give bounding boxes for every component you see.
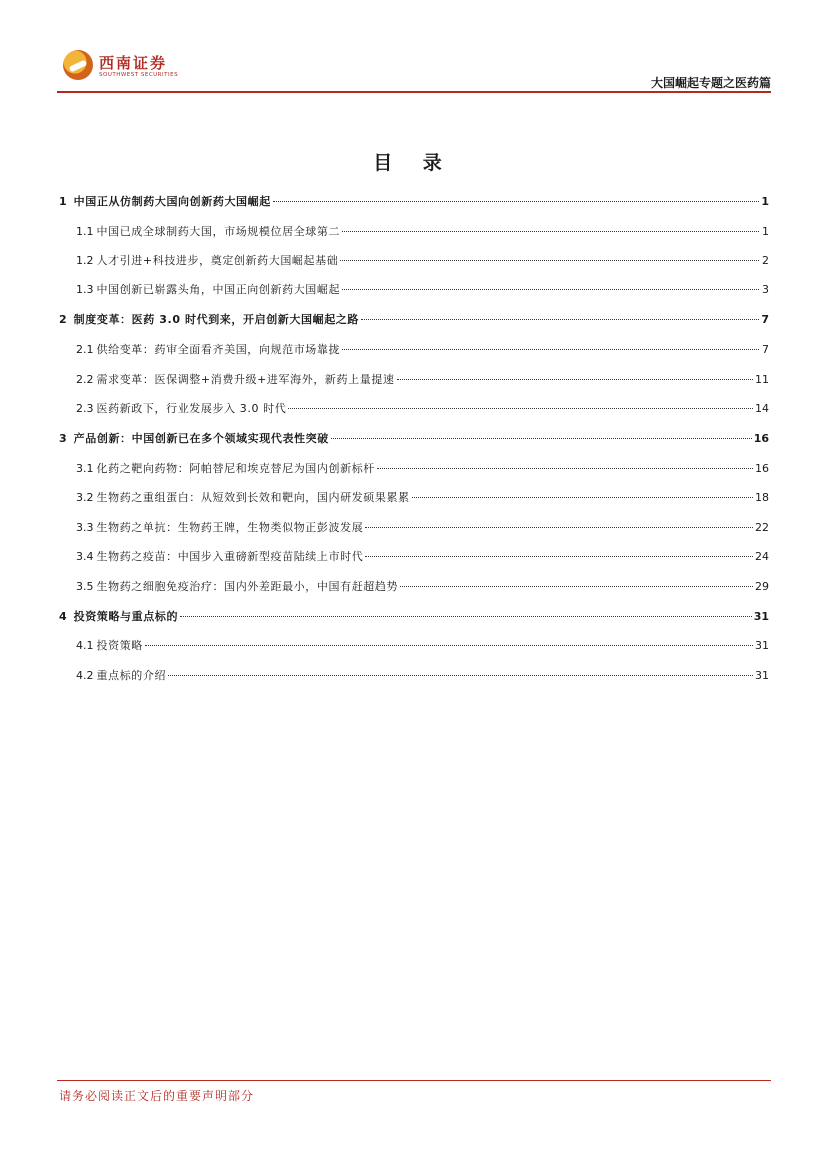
toc-entry-number: 1 xyxy=(59,195,67,208)
toc-section-entry[interactable] xyxy=(59,548,769,568)
toc-entry-title: 中国正从仿制药大国向创新药大国崛起 xyxy=(73,195,271,208)
toc-section-entry[interactable] xyxy=(59,667,769,687)
toc-entry-number: 2.2 xyxy=(76,373,94,386)
toc-dot-leader xyxy=(168,675,753,676)
toc-heading: 目 录 xyxy=(373,152,454,174)
toc-entry-number: 3 xyxy=(59,432,67,445)
toc-entry-title: 医药新政下，行业发展步入 3.0 时代 xyxy=(96,402,287,415)
toc-section-entry[interactable] xyxy=(59,519,769,539)
toc-chapter-entry[interactable] xyxy=(59,608,769,628)
toc-page-number: 14 xyxy=(755,402,769,415)
toc-entry-title: 制度变革：医药 3.0 时代到来，开启创新大国崛起之路 xyxy=(73,313,359,326)
toc-page-number: 7 xyxy=(761,313,769,326)
footer-divider xyxy=(57,1080,771,1081)
toc-entry-title: 中国创新已崭露头角，中国正向创新药大国崛起 xyxy=(96,283,341,296)
toc-page-number: 31 xyxy=(755,639,769,652)
toc-entry-title: 人才引进+科技进步，奠定创新药大国崛起基础 xyxy=(96,254,339,267)
toc-dot-leader xyxy=(342,349,759,350)
toc-dot-leader xyxy=(288,408,753,409)
toc-entry-title: 生物药之细胞免疫治疗：国内外差距最小，中国有赶超趋势 xyxy=(96,580,399,593)
toc-dot-leader xyxy=(365,556,753,557)
toc-entry-title: 供给变革：药审全面看齐美国，向规范市场靠拢 xyxy=(96,343,341,356)
toc-page-number: 18 xyxy=(755,491,769,504)
toc-dot-leader xyxy=(377,468,753,469)
toc-chapter-entry[interactable] xyxy=(59,430,769,450)
toc-section-entry[interactable] xyxy=(59,371,769,391)
toc-entry-title: 生物药之疫苗：中国步入重磅新型疫苗陆续上市时代 xyxy=(96,550,364,563)
toc-page-number: 31 xyxy=(753,610,769,623)
toc-entry-number: 3.2 xyxy=(76,491,94,504)
toc-page-number: 3 xyxy=(762,283,769,296)
toc-entry-title: 生物药之重组蛋白：从短效到长效和靶向，国内研发硕果累累 xyxy=(96,491,410,504)
toc-page-number: 29 xyxy=(755,580,769,593)
toc-dot-leader xyxy=(273,201,759,202)
toc-page-number: 11 xyxy=(755,373,769,386)
toc-entry-title: 化药之靶向药物：阿帕替尼和埃克替尼为国内创新标杆 xyxy=(96,462,375,475)
toc-dot-leader xyxy=(365,527,753,528)
toc-entry-title: 投资策略 xyxy=(96,639,143,652)
toc-entry-number: 2.1 xyxy=(76,343,94,356)
toc-entry-number: 4 xyxy=(59,610,67,623)
toc-entry-title: 产品创新：中国创新已在多个领域实现代表性突破 xyxy=(73,432,329,445)
disclaimer-note: 请务必阅读正文后的重要声明部分 xyxy=(59,1089,255,1103)
toc-page-number: 7 xyxy=(762,343,769,356)
toc-entry-number: 4.2 xyxy=(76,669,94,682)
toc-page-number: 16 xyxy=(753,432,769,445)
toc-entry-number: 3.4 xyxy=(76,550,94,563)
toc-section-entry[interactable] xyxy=(59,341,769,361)
toc-page-number: 16 xyxy=(755,462,769,475)
logo-swirl xyxy=(69,59,88,72)
toc-entry-title: 需求变革：医保调整+消费升级+进军海外，新药上量提速 xyxy=(96,373,395,386)
toc-entry-number: 3.1 xyxy=(76,462,94,475)
toc-section-entry[interactable] xyxy=(59,252,769,272)
page-header xyxy=(57,48,771,92)
toc-entry-number: 1.1 xyxy=(76,225,94,238)
toc-dot-leader xyxy=(342,289,759,290)
toc-page-number: 1 xyxy=(762,225,769,238)
header-divider xyxy=(57,91,771,93)
toc-entry-number: 4.1 xyxy=(76,639,94,652)
toc-chapter-entry[interactable] xyxy=(59,193,769,213)
logo-chinese-name: 西南证券 xyxy=(99,54,168,72)
toc-section-entry[interactable] xyxy=(59,489,769,509)
toc-dot-leader xyxy=(412,497,753,498)
toc-section-entry[interactable] xyxy=(59,637,769,657)
toc-page-number: 24 xyxy=(755,550,769,563)
toc-page-number: 2 xyxy=(762,254,769,267)
logo-english-name: SOUTHWEST SECURITIES xyxy=(99,72,179,78)
toc-section-entry[interactable] xyxy=(59,400,769,420)
toc-entry-number: 2.3 xyxy=(76,402,94,415)
company-logo xyxy=(63,50,183,86)
toc-entry-number: 1.2 xyxy=(76,254,94,267)
toc-dot-leader xyxy=(361,319,759,320)
toc-dot-leader xyxy=(340,260,759,261)
toc-entry-number: 3.5 xyxy=(76,580,94,593)
logo-emblem-icon xyxy=(63,50,93,80)
toc-entry-title: 投资策略与重点标的 xyxy=(73,610,179,623)
toc-entry-number: 3.3 xyxy=(76,521,94,534)
toc-dot-leader xyxy=(331,438,752,439)
report-series-title: 大国崛起专题之医药篇 xyxy=(650,76,771,90)
toc-section-entry[interactable] xyxy=(59,578,769,598)
toc-chapter-entry[interactable] xyxy=(59,311,769,331)
toc-entry-title: 重点标的介绍 xyxy=(96,669,167,682)
toc-dot-leader xyxy=(397,379,753,380)
toc-page-number: 31 xyxy=(755,669,769,682)
toc-entry-number: 2 xyxy=(59,313,67,326)
toc-entry-number: 1.3 xyxy=(76,283,94,296)
toc-entry-title: 中国已成全球制药大国，市场规模位居全球第二 xyxy=(96,225,341,238)
toc-dot-leader xyxy=(342,231,759,232)
toc-dot-leader xyxy=(145,645,753,646)
toc-dot-leader xyxy=(180,616,752,617)
toc-page-number: 22 xyxy=(755,521,769,534)
toc-entry-title: 生物药之单抗：生物药王牌，生物类似物正彭波发展 xyxy=(96,521,364,534)
toc-dot-leader xyxy=(400,586,753,587)
toc-section-entry[interactable] xyxy=(59,223,769,243)
toc-page-number: 1 xyxy=(761,195,769,208)
toc-section-entry[interactable] xyxy=(59,281,769,301)
toc-section-entry[interactable] xyxy=(59,460,769,480)
